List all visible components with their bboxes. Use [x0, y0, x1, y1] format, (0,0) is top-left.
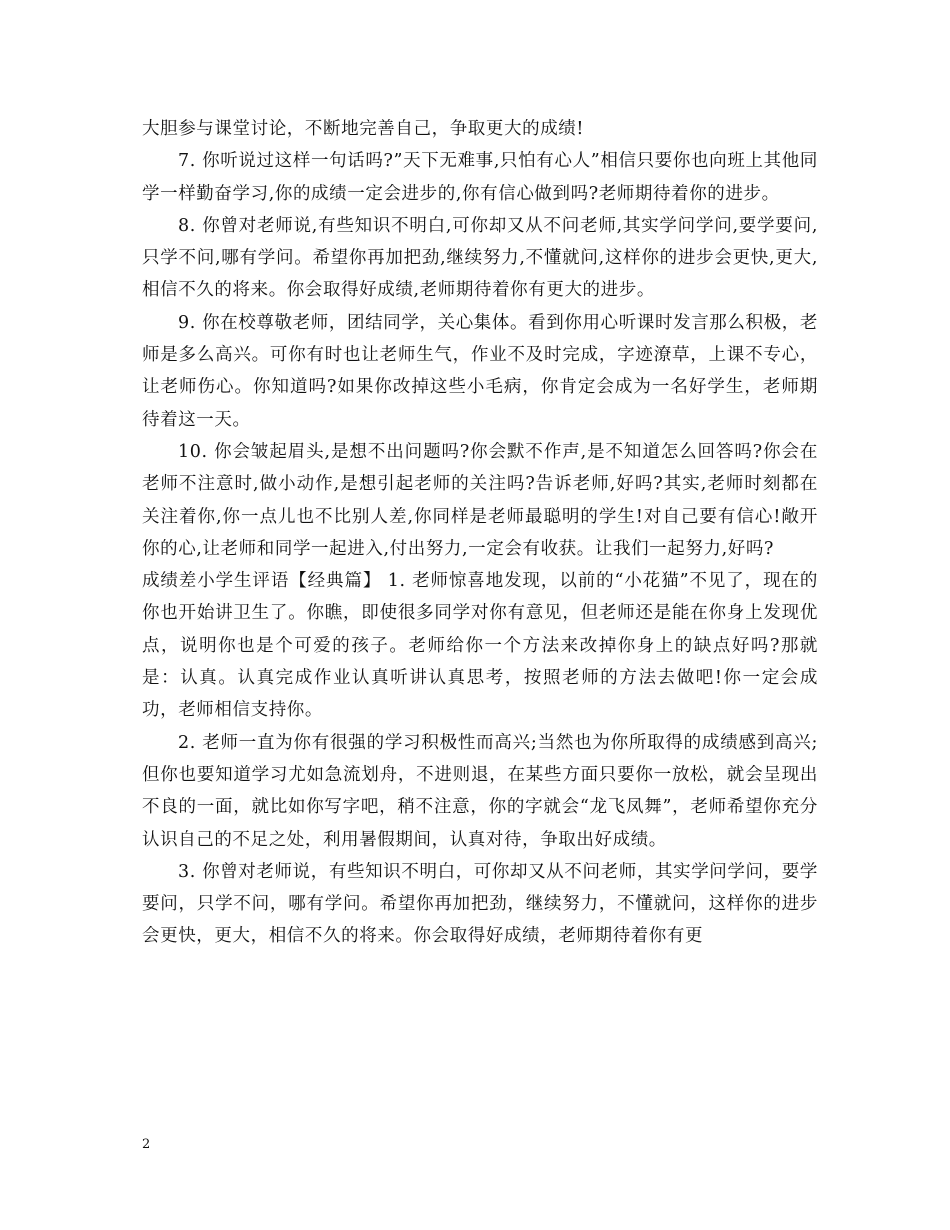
paragraph-classic-item-3: 3. 你曾对老师说，有些知识不明白，可你却又从不问老师，其实学问学问，要学要问，只学不问，哪有学问。希望你再加把劲，继续努力，不懂就问，这样你的进步会更快，更大，相信不久的将来。你会取得好成绩，老师期待着你有更 — [142, 861, 818, 947]
paragraph-item-10: 10. 你会皱起眉头,是想不出问题吗?你会默不作声,是不知道怎么回答吗?你会在老师不注意时,做小动作,是想引起老师的关注吗?告诉老师,好吗?其实,老师时刻都在关注着你,你一点儿也不比别人差,你同样是老师最聪明的学生!对自己要有信心!敞开你的心,让老师和同学一起进入,付出努力,一定会有收获。让我们一起努力,好吗? — [142, 441, 818, 559]
paragraph-item-9: 9. 你在校尊敬老师，团结同学，关心集体。看到你用心听课时发言那么积极，老师是多么高兴。可你有时也让老师生气，作业不及时完成，字迹潦草，上课不专心，让老师伤心。你知道吗?如果你改掉这些小毛病，你肯定会成为一名好学生，老师期待着这一天。 — [142, 312, 818, 430]
page-number: 2 — [142, 1137, 151, 1152]
document-body — [142, 113, 818, 953]
paragraph-classic-section-item-1: 成绩差小学生评语【经典篇】 1. 老师惊喜地发现，以前的“小花猫”不见了，现在的你也开始讲卫生了。你瞧，即使很多同学对你有意见，但老师还是能在你身上发现优点，说明你也是个可爱的孩子。老师给你一个方法来改掉你身上的缺点好吗?那就是：认真。认真完成作业认真听讲认真思考，按照老师的方法去做吧!你一定会成功，老师相信支持你。 — [142, 571, 818, 721]
paragraph-classic-item-2: 2. 老师一直为你有很强的学习积极性而高兴;当然也为你所取得的成绩感到高兴;但你也要知道学习尤如急流划舟，不进则退，在某些方面只要你一放松，就会呈现出不良的一面，就比如你写字吧，稍不注意，你的字就会“龙飞凤舞”，老师希望你充分认识自己的不足之处，利用暑假期间，认真对待，争取出好成绩。 — [142, 732, 818, 850]
paragraph-continuation: 大胆参与课堂讨论，不断地完善自己，争取更大的成绩! — [142, 119, 585, 139]
paragraph-item-7: 7. 你听说过这样一句话吗?”天下无难事,只怕有心人”相信只要你也向班上其他同学一样勤奋学习,你的成绩一定会进步的,你有信心做到吗?老师期待着你的进步。 — [142, 151, 818, 204]
paragraph-item-8: 8. 你曾对老师说,有些知识不明白,可你却又从不问老师,其实学问学问,要学要问,只学不问,哪有学问。希望你再加把劲,继续努力,不懂就问,这样你的进步会更快,更大,相信不久的将来。你会取得好成绩,老师期待着你有更大的进步。 — [142, 215, 818, 301]
